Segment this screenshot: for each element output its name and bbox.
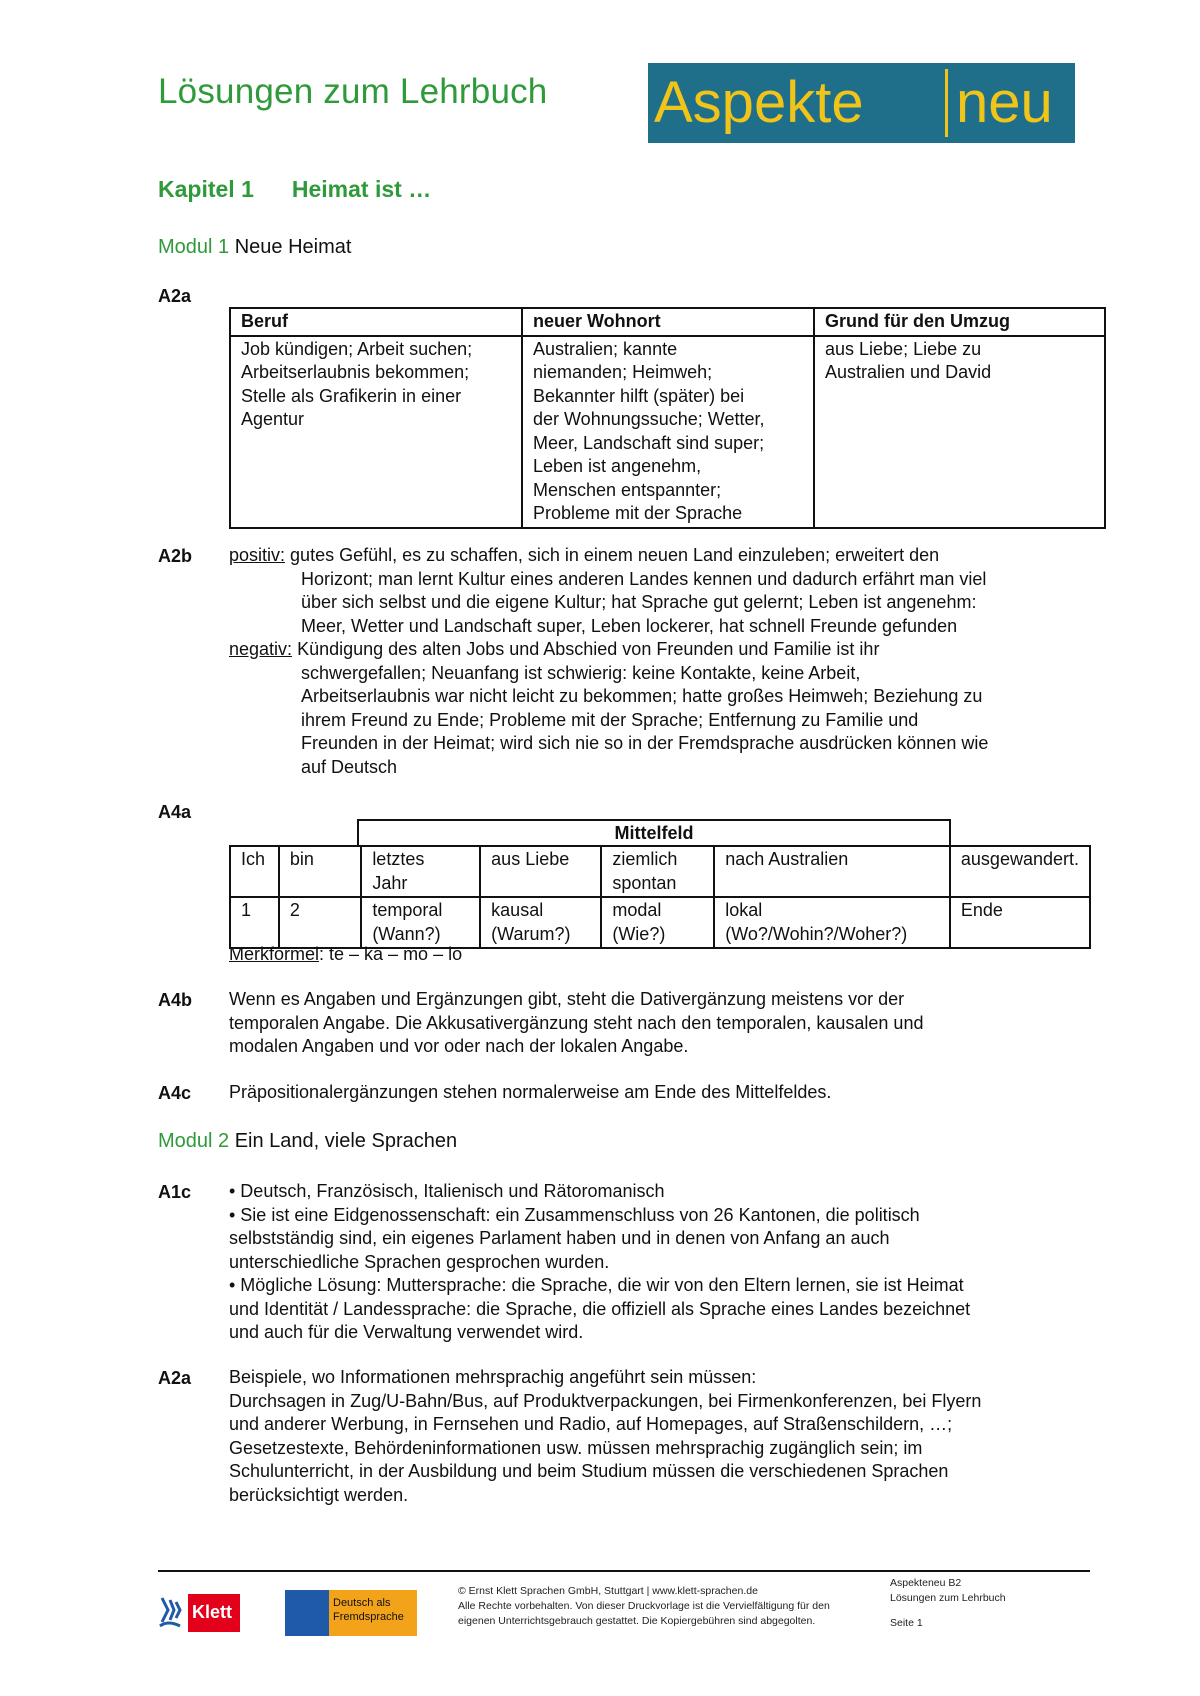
logo-text-right: neu [956, 70, 1053, 135]
table-cell: 1 [230, 897, 279, 948]
a4b-text: Wenn es Angaben und Ergänzungen gibt, steht die Dativergänzung meistens vor der temporalen Angabe. Die Akkusativergänzung steht nach den temporalen, kausalen und modalen Angaben und vor oder nach der lokalen Angabe. [229, 989, 924, 1056]
logo-text-left: Aspekte [654, 70, 864, 135]
merkformel [229, 943, 462, 967]
negative-label: negativ: [229, 639, 293, 659]
modul2-heading [158, 1130, 457, 1153]
table-cell: nach Australien [714, 846, 950, 897]
modul1-label: Modul 1 [158, 236, 230, 258]
a4c-text: Präpositionalergänzungen stehen normalerweise am Ende des Mittelfeldes. [229, 1082, 832, 1102]
positive-label: positiv: [229, 545, 286, 565]
aspekte-neu-logo [648, 63, 1075, 143]
table-row [230, 897, 1090, 948]
table-header-cell: Beruf [230, 308, 522, 336]
book-info: Aspekteneu B2 Lösungen zum Lehrbuch [890, 1577, 1006, 1604]
a2b-positive [229, 544, 1109, 568]
table-header-row [230, 308, 1105, 336]
table-cell: aus Liebe; Liebe zu Australien und David [814, 336, 1105, 528]
table-cell: aus Liebe [480, 846, 601, 897]
table-cell: ausgewandert. [950, 846, 1090, 897]
table-cell: kausal (Warum?) [480, 897, 601, 948]
table-row [230, 336, 1105, 528]
table-cell: temporal (Wann?) [361, 897, 480, 948]
table-cell: lokal (Wo?/Wohin?/Woher?) [714, 897, 950, 948]
table-cell: 2 [279, 897, 361, 948]
chapter-number: Kapitel 1 [158, 176, 254, 202]
a2a-label: A2a [158, 286, 192, 306]
negative-text: schwergefallen; Neuanfang ist schwierig: keine Kontakte, keine Arbeit, Arbeitserlaubnis war nicht leicht zu bekommen; hatte großes Heimweh; Beziehung zu ihrem Freund zu Ende; Probleme mit der Sprache; Entfernung zu Familie und Freunden in der Heimat; wird sich nie so in der Fremdsprache ausdrücken können wie auf Deutsch [301, 662, 989, 777]
table-cell: modal (Wie?) [601, 897, 714, 948]
merkformel-text: : te – ka – mo – lo [319, 944, 463, 964]
copyright-text: © Ernst Klett Sprachen GmbH, Stuttgart | www.klett-sprachen.de Alle Rechte vorbehalten. Von dieser Druckvorlage ist die Vervielfältigung für den eigenen Unterrichtsgebrauch gestattet. Die Kopiergebühren sind abgegolten. [458, 1585, 830, 1627]
table-cell: Australien; kannte niemanden; Heimweh; Bekannter hilft (später) bei der Wohnungssuche; Wetter, Meer, Landschaft sind super; Leben ist angenehm, Menschen entspannter; Probleme mit der Sprache [522, 336, 814, 528]
table-cell: ziemlich spontan [601, 846, 714, 897]
negative-first-line: Kündigung des alten Jobs und Abschied von Freunden und Familie ist ihr [297, 639, 880, 659]
document-title: Lösungen zum Lehrbuch [158, 72, 548, 111]
a2a-m2-text: Beispiele, wo Informationen mehrsprachig angeführt sein müssen: Durchsagen in Zug/U-Bahn/Bus, auf Produktverpackungen, bei Firmenkonferenzen, bei Flyern und anderer Werbung, in Fernsehen und Radio, auf Homepages, auf Straßenschildern, …; Gesetzestexte, Behördeninformationen usw. müssen mehrsprachig zugänglich sein; im Schulunterricht, in der Ausbildung und beim Studium müssen die verschiedenen Sprachen berücksichtigt werden. [229, 1367, 982, 1505]
table-row [230, 846, 1090, 897]
a4c-label: A4c [158, 1083, 192, 1103]
chapter-heading [158, 176, 431, 203]
a2a-m2-label: A2a [158, 1368, 192, 1388]
table-cell: Ende [950, 897, 1090, 948]
a2a-table [229, 307, 1106, 529]
chapter-title: Heimat ist … [291, 176, 432, 202]
a4a-label: A4a [158, 802, 192, 822]
positive-first-line: gutes Gefühl, es zu schaffen, sich in einem neuen Land einzuleben; erweitert den [290, 545, 940, 565]
positive-text: Horizont; man lernt Kultur eines anderen Landes kennen und dadurch erfährt man viel über sich selbst und die eigene Kultur; hat Sprache gut gelernt; Leben ist angenehm: Meer, Wetter und Landschaft super, Leben lockerer, hat schnell Freunde gefunden [301, 568, 987, 636]
klett-logo [158, 1590, 242, 1636]
footer-divider [158, 1570, 1090, 1572]
modul2-title: Ein Land, viele Sprachen [234, 1130, 458, 1152]
table-header-cell: Grund für den Umzug [814, 308, 1105, 336]
daf-logo [285, 1590, 417, 1636]
modul1-title: Neue Heimat [234, 236, 352, 258]
modul2-label: Modul 2 [158, 1130, 230, 1152]
a2b-label: A2b [158, 546, 193, 566]
merkformel-label: Merkformel [229, 944, 320, 964]
a4b-label: A4b [158, 990, 193, 1010]
a1c-text: • Deutsch, Französisch, Italienisch und Rätoromanisch • Sie ist eine Eidgenossenschaft: ein Zusammenschluss von 26 Kantonen, die politisch selbstständig sind, ein eigenes Parlament haben und in denen von Anfang an auch unterschiedliche Sprachen gesprochen wurden. • Mögliche Lösung: Muttersprache: die Sprache, die wir von den Eltern lernen, sie ist Heimat und Identität / Landessprache: die Sprache, die offiziell als Sprache eines Landes bezeichnet und auch für die Verwaltung verwendet wird. [229, 1181, 971, 1342]
table-cell: Ich [230, 846, 279, 897]
table-header-cell: neuer Wohnort [522, 308, 814, 336]
page-number: Seite 1 [890, 1617, 923, 1629]
a1c-label: A1c [158, 1182, 192, 1202]
klett-text: Klett [192, 1602, 232, 1622]
logo-divider [945, 69, 948, 137]
table-cell: bin [279, 846, 361, 897]
a2b-negative [229, 638, 1109, 662]
table-cell: letztes Jahr [361, 846, 480, 897]
mittelfeld-header: Mittelfeld [357, 819, 951, 845]
a4a-table [229, 845, 1091, 949]
table-cell: Job kündigen; Arbeit suchen; Arbeitserlaubnis bekommen; Stelle als Grafikerin in einer Agentur [230, 336, 522, 528]
daf-text: Deutsch als Fremdsprache [333, 1597, 404, 1623]
modul1-heading [158, 236, 351, 259]
